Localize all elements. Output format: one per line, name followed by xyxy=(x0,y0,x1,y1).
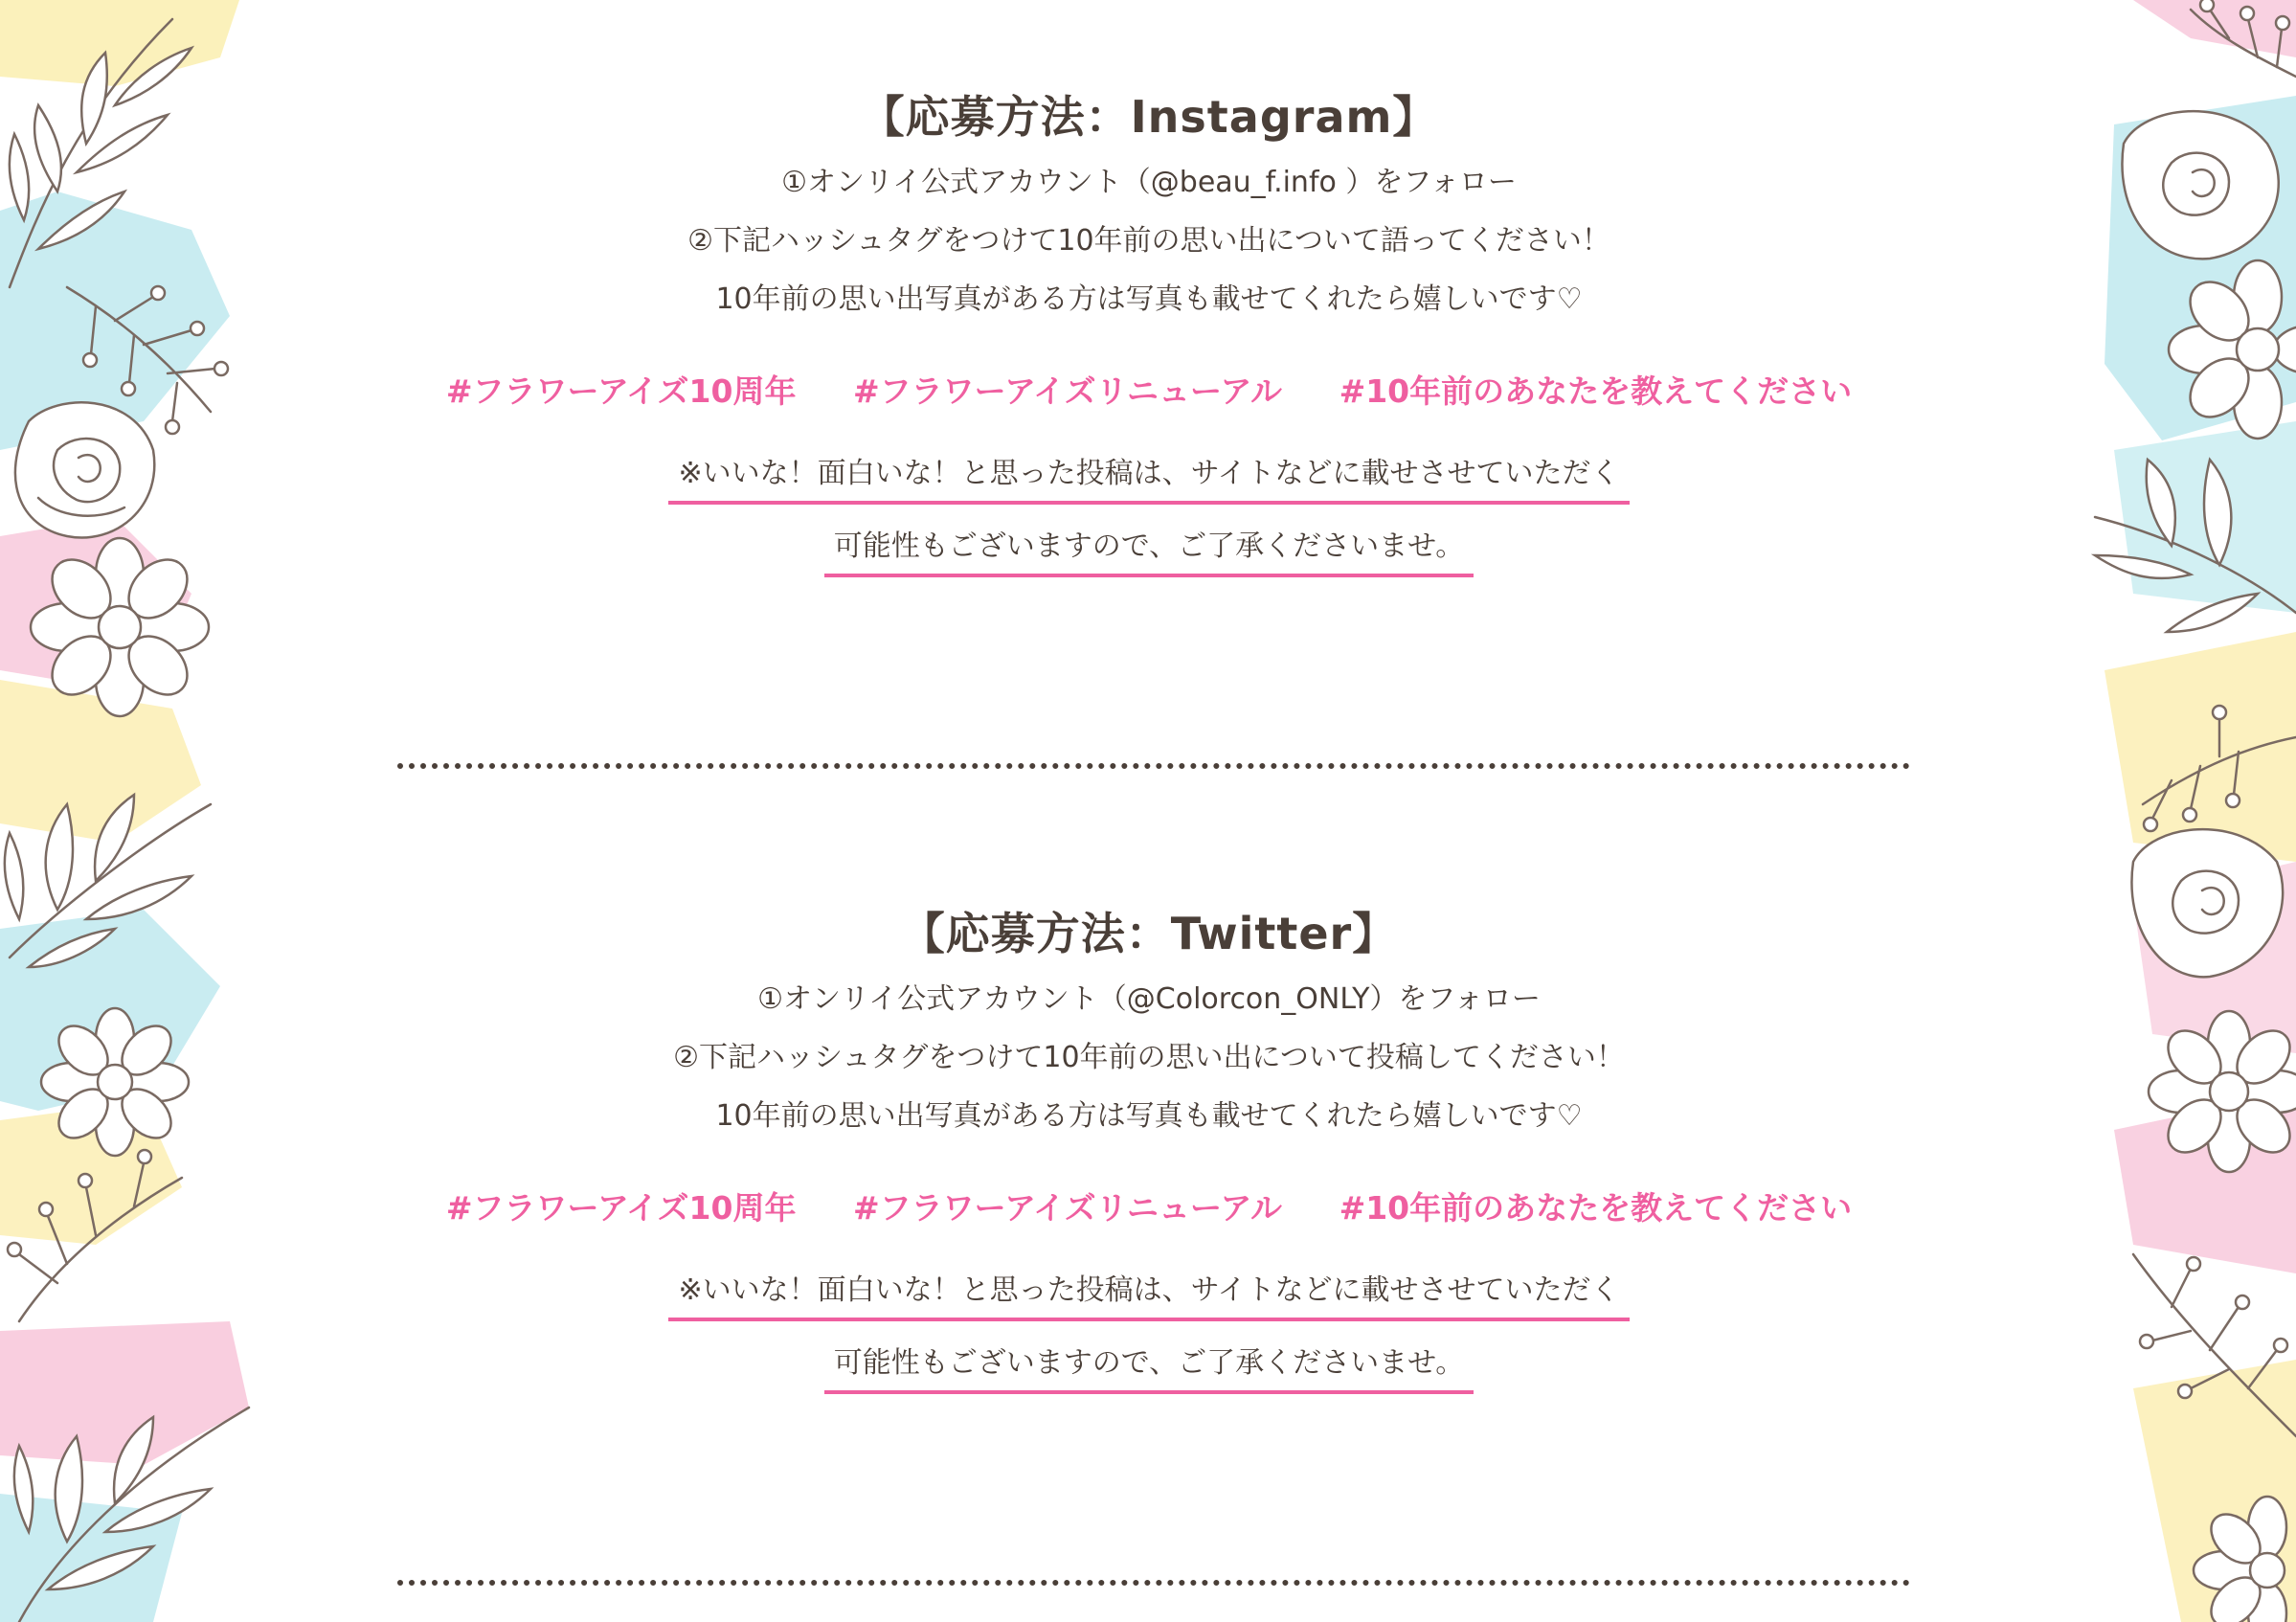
instagram-section xyxy=(393,88,1905,600)
note-line: 可能性もございますので、ご了承くださいませ。 xyxy=(824,1344,1474,1394)
dotted-divider xyxy=(397,763,1910,769)
note-line: 可能性もございますので、ご了承くださいませ。 xyxy=(824,528,1474,577)
floral-border-icon xyxy=(0,0,287,1622)
twitter-section xyxy=(393,905,1905,1417)
step-photo: 10年前の思い出写真がある方は写真も載せてくれたら嬉しいです♡ xyxy=(715,1099,1583,1133)
hashtag-row xyxy=(393,363,1905,420)
right-floral-border xyxy=(2076,0,2296,1622)
hashtag: #フラワーアイズリニューアル xyxy=(852,372,1283,410)
note-block xyxy=(393,455,1905,600)
note-block xyxy=(393,1272,1905,1417)
note-line: ※いいな！面白いな！と思った投稿は、サイトなどに載せさせていただく xyxy=(668,455,1629,505)
hashtag: #10年前のあなたを教えてください xyxy=(1339,1189,1853,1227)
floral-border-icon xyxy=(2076,0,2296,1622)
hashtag-row xyxy=(393,1180,1905,1237)
step-hashtag: ②下記ハッシュタグをつけて10年前の思い出について語ってください！ xyxy=(687,224,1610,258)
section-title: 【応募方法：Twitter】 xyxy=(900,908,1398,959)
hashtag: #フラワーアイズ10周年 xyxy=(445,372,797,410)
main-content xyxy=(393,0,1905,1622)
step-hashtag: ②下記ハッシュタグをつけて10年前の思い出について投稿してください！ xyxy=(673,1041,1625,1074)
note-line: ※いいな！面白いな！と思った投稿は、サイトなどに載せさせていただく xyxy=(668,1272,1629,1321)
step-follow: ①オンリイ公式アカウント（@beau_f.info ）をフォロー xyxy=(781,166,1517,199)
hashtag: #10年前のあなたを教えてください xyxy=(1339,372,1853,410)
section-title: 【応募方法：Instagram】 xyxy=(860,91,1438,143)
dotted-divider xyxy=(397,1580,1910,1586)
hashtag: #フラワーアイズ10周年 xyxy=(445,1189,797,1227)
step-follow: ①オンリイ公式アカウント（@Colorcon_ONLY）をフォロー xyxy=(757,982,1541,1016)
hashtag: #フラワーアイズリニューアル xyxy=(852,1189,1283,1227)
left-floral-border xyxy=(0,0,287,1622)
step-photo: 10年前の思い出写真がある方は写真も載せてくれたら嬉しいです♡ xyxy=(715,282,1583,316)
